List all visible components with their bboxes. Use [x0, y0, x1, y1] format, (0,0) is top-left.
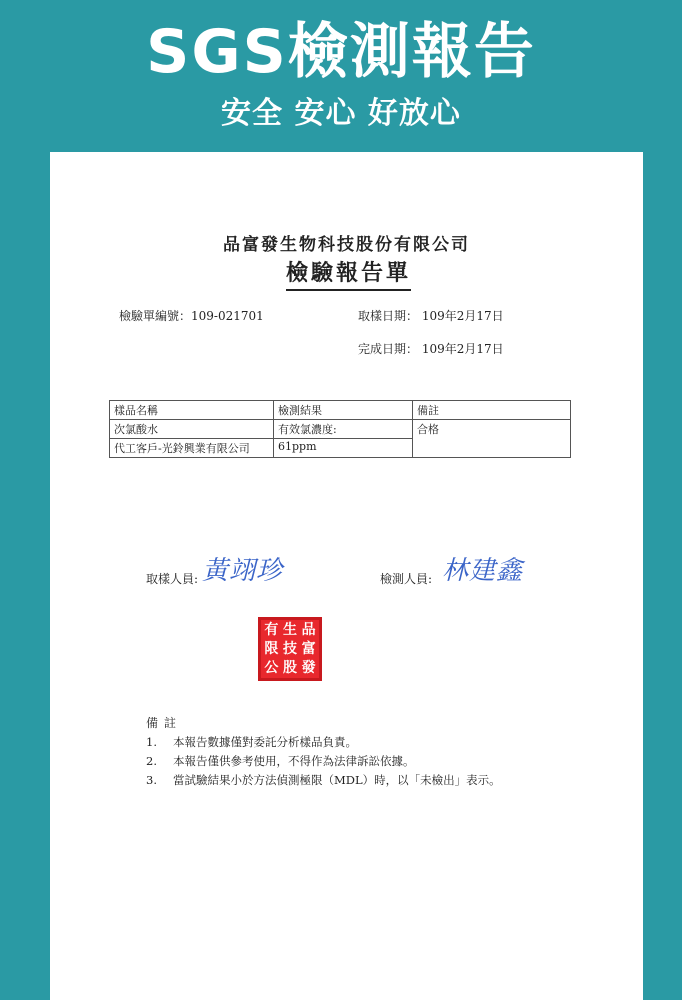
table-header: 樣品名稱 [110, 401, 274, 420]
seal-char: 發 [301, 659, 316, 676]
note-text: 本報告數據僅對委託分析樣品負責。 [173, 735, 357, 749]
note-item [146, 772, 501, 788]
seal-char: 品 [301, 622, 316, 639]
company-seal [258, 617, 322, 681]
report-number-value: 109-021701 [191, 309, 264, 323]
note-text: 當試驗結果小於方法偵測極限（MDL）時，以「未檢出」表示。 [173, 773, 501, 787]
note-text: 本報告僅供參考使用，不得作為法律訴訟依據。 [173, 754, 415, 768]
seal-char: 公 [264, 659, 279, 676]
note-number: 2. [146, 754, 157, 768]
note-number: 1. [146, 735, 157, 749]
sample-date-label: 取樣日期： [358, 309, 419, 323]
table-header-row [110, 401, 571, 420]
report-number-label: 檢驗單編號： [119, 309, 192, 323]
note-item [146, 753, 415, 769]
banner-subtitle: 安全 安心 好放心 [221, 96, 461, 131]
seal-char: 限 [264, 640, 279, 657]
results-table [109, 400, 571, 458]
sampler-label: 取樣人員: [146, 572, 199, 586]
note-number: 3. [146, 773, 157, 787]
completion-date-value: 109年2月17日 [421, 342, 504, 356]
inspector-signature: 林建鑫 [442, 556, 524, 586]
completion-date-label: 完成日期： [358, 342, 419, 356]
table-header: 檢測結果 [274, 401, 413, 420]
table-cell: 合格 [413, 420, 571, 458]
note-item [146, 734, 357, 750]
sampler-signature: 黃翊珍 [202, 556, 284, 586]
seal-char: 富 [301, 640, 316, 657]
report-number [119, 307, 264, 324]
seal-char: 股 [282, 659, 297, 676]
report-title: 檢驗報告單 [286, 258, 411, 291]
sample-date [358, 307, 504, 324]
company-name: 品富發生物科技股份有限公司 [223, 235, 470, 255]
table-cell: 有效氯濃度: [274, 420, 413, 439]
table-header: 備註 [413, 401, 571, 420]
inspector-label: 檢測人員: [380, 572, 433, 586]
table-row [110, 420, 571, 439]
completion-date [358, 340, 504, 357]
seal-char: 有 [264, 622, 279, 639]
sample-date-value: 109年2月17日 [421, 309, 504, 323]
banner-title: SGS檢測報告 [146, 17, 536, 87]
notes-title: 備註 [146, 716, 183, 730]
table-cell: 代工客戶-光鈴興業有限公司 [110, 439, 274, 458]
report-document [50, 152, 643, 1000]
table-cell: 61ppm [274, 439, 413, 458]
seal-char: 技 [282, 640, 297, 657]
table-cell: 次氯酸水 [110, 420, 274, 439]
seal-char: 生 [282, 622, 297, 639]
